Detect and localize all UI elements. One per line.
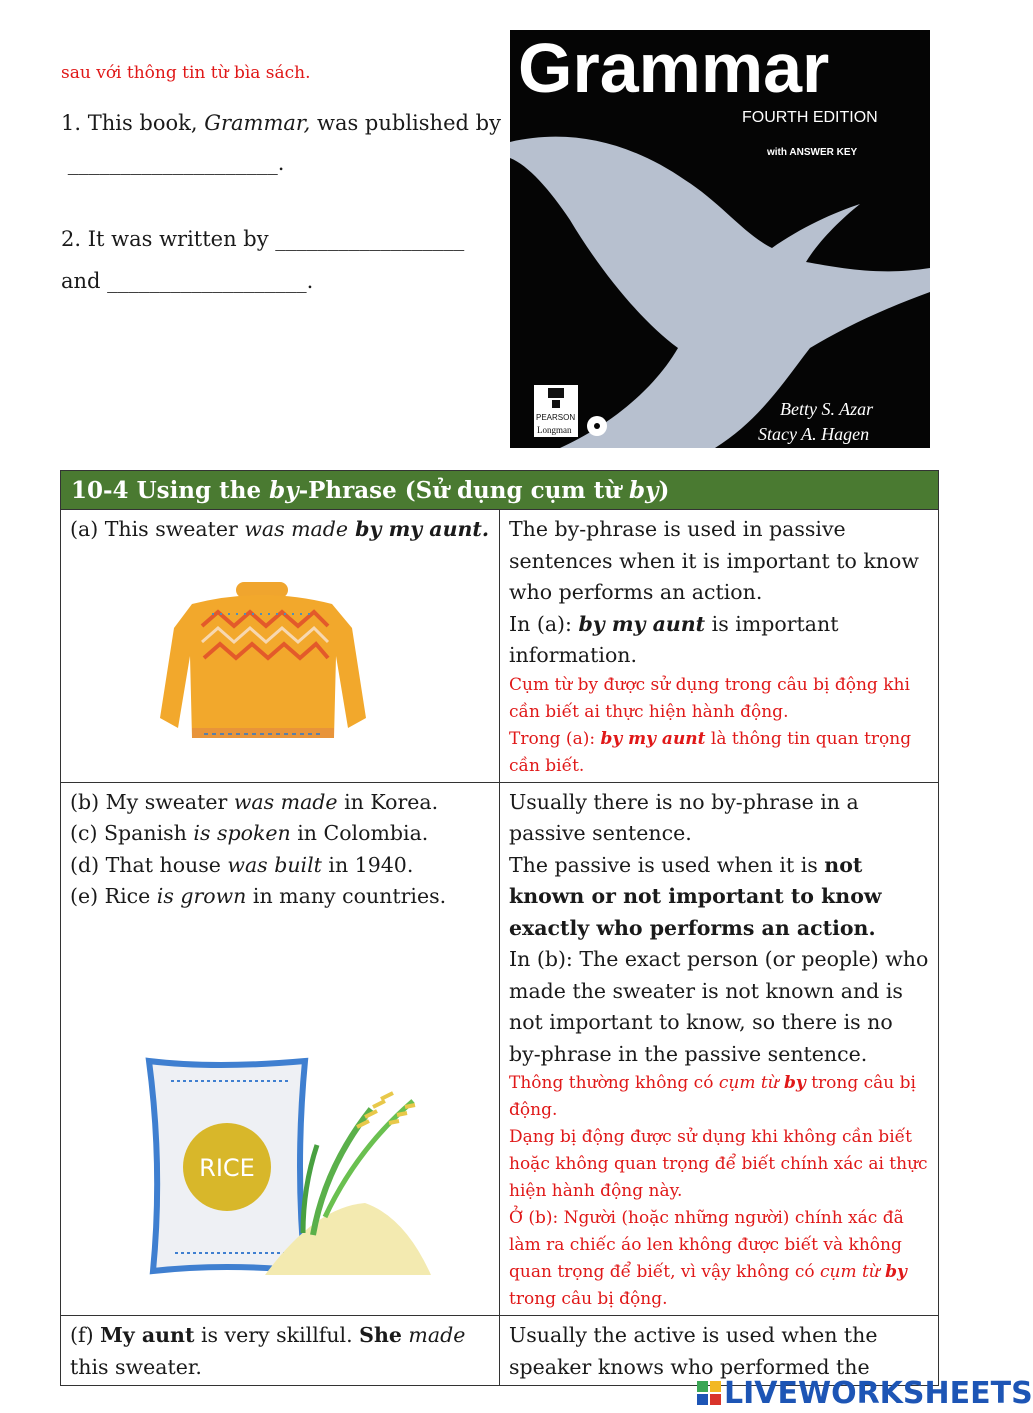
example-cell-f: (f) My aunt is very skillful. She made this sweater. — [61, 1316, 500, 1386]
table-row — [61, 782, 939, 1316]
cover-answer-key: with ANSWER KEY — [767, 147, 858, 158]
explanation-cell-a: The by-phrase is used in passive sentences when it is important to know who performs an action. In (a): by my aunt is important information. Cụm từ by được sử dụng trong câu bị động khi cần biết ai thực hiện hành động. Trong (a): by my aunt là thông tin quan trọng cần biết. — [500, 510, 939, 783]
cover-author-1: Betty S. Azar — [780, 399, 874, 419]
rice-illustration — [135, 1057, 435, 1287]
vietnamese-note: Dạng bị động được sử dụng khi không cần biết hoặc không quan trọng để biết chính xác ai thực hiện hành động này. — [509, 1127, 928, 1201]
example-cell-a: (a) This sweater was made by my aunt. — [61, 510, 500, 783]
cover-edition: FOURTH EDITION — [742, 109, 878, 126]
explanation-cell-f: Usually the active is used when the speaker knows who performed the — [500, 1316, 939, 1386]
explanation-cell-b-e: Usually there is no by-phrase in a passive sentence. The passive is used when it is not known or not important to know exactly who performs an action. In (b): The exact person (or people) who made the sweater is not known and is not important to know, so there is no by-phrase in the passive sentence. Thông thường không có cụm từ by trong câu bị động. Dạng bị động được sử dụng khi không cần biết hoặc không quan trọng để biết chính xác ai thực hiện hành động này. Ở (b): Người (hoặc những người) chính xác đã làm ra chiếc áo len không được biết và không quan trọng để biết, vì vậy không có cụm từ by trong câu bị động. — [500, 782, 939, 1316]
question-1-blank[interactable]: ____________________. — [67, 151, 285, 175]
table-header-row — [61, 471, 939, 510]
table-title: 10-4 Using the by-Phrase (Sử dụng cụm từ by) — [61, 471, 939, 510]
watermark-text: LIVEWORKSHEETS — [724, 1375, 1033, 1411]
intro-text: sau với thông tin từ bìa sách. — [61, 63, 311, 83]
cover-author-2: Stacy A. Hagen — [758, 424, 870, 444]
questions-block — [61, 60, 501, 296]
rice-label: RICE — [199, 1153, 255, 1182]
cover-publisher-2: Longman — [537, 425, 572, 435]
sweater-illustration — [152, 568, 372, 758]
liveworksheets-logo — [696, 1375, 1033, 1411]
vietnamese-note: Trong (a): by my aunt là thông tin quan trọng cần biết. — [509, 728, 912, 776]
bird-illustration — [510, 30, 930, 448]
table-row — [61, 510, 939, 783]
vietnamese-note: Cụm từ by được sử dụng trong câu bị động khi cần biết ai thực hiện hành động. — [509, 674, 910, 722]
grammar-table — [60, 470, 939, 1386]
vietnamese-note: Ở (b): Người (hoặc những người) chính xác đã làm ra chiếc áo len không được biết và không quan trọng để biết, vì vậy không có cụm từ by trong câu bị động. — [509, 1208, 907, 1309]
liveworksheets-icon — [696, 1380, 722, 1406]
vietnamese-note: Thông thường không có cụm từ by trong câu bị động. — [509, 1073, 916, 1120]
book-cover — [510, 30, 930, 448]
cover-publisher-1: PEARSON — [536, 413, 576, 422]
cover-title: Grammar — [518, 29, 830, 107]
question-2-line2[interactable]: and ___________________. — [61, 269, 314, 293]
example-cell-b-e: (b) My sweater was made in Korea. (c) Spanish is spoken in Colombia. (d) That house was built in 1940. (e) Rice is grown in many countries. RICE — [61, 782, 500, 1316]
question-1: 1. This book, Grammar, was published by — [61, 111, 501, 135]
question-2[interactable]: 2. It was written by __________________ — [61, 227, 465, 251]
